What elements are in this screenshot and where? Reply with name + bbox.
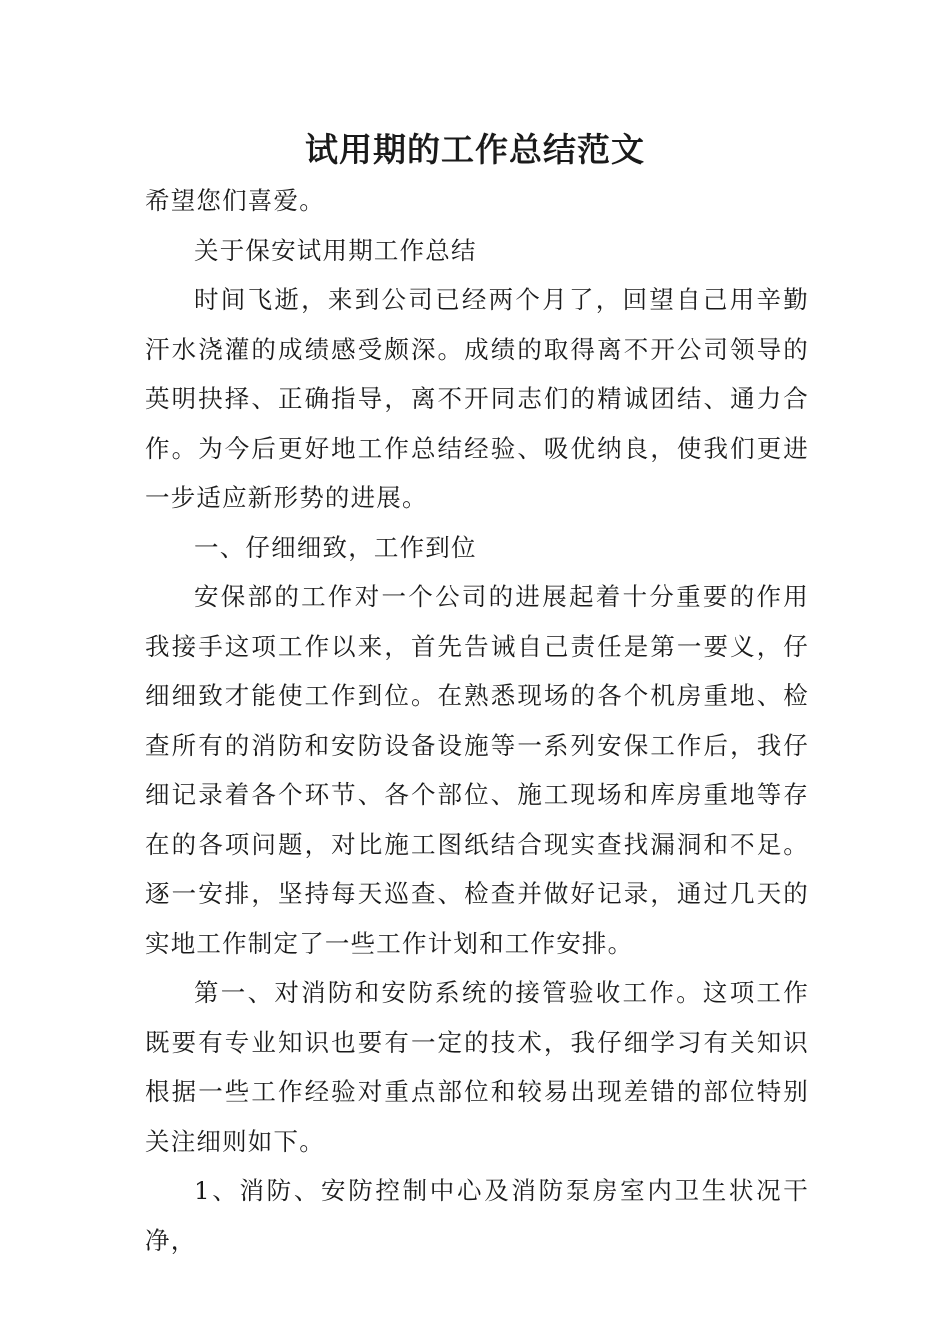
paragraph: 关于保安试用期工作总结 xyxy=(194,235,477,265)
section-heading: 一、仔细细致，工作到位 xyxy=(194,532,477,562)
paragraph: 时间飞逝，来到公司已经两个月了，回望自己用辛勤汗水浇灌的成绩感受颇深。成绩的取得离不开公司领导的英明抉择、正确指导，离不开同志们的精诚团结、通力合作。为今后更好地工作总结经验、吸优纳良，使我们更进一步适应新形势的进展。 xyxy=(145,285,809,512)
document-body xyxy=(145,176,809,1265)
paragraph: 1、消防、安防控制中心及消防泵房室内卫生状况干净， xyxy=(145,1176,809,1255)
document-title: 试用期的工作总结范文 xyxy=(305,130,645,169)
paragraph: 希望您们喜爱。 xyxy=(145,186,325,215)
paragraph: 第一、对消防和安防系统的接管验收工作。这项工作既要有专业知识也要有一定的技术，我仔细学习有关知识根据一些工作经验对重点部位和较易出现差错的部位特别关注细则如下。 xyxy=(145,978,809,1156)
paragraph: 安保部的工作对一个公司的进展起着十分重要的作用我接手这项工作以来，首先告诫自己责任是第一要义，仔细细致才能使工作到位。在熟悉现场的各个机房重地、检查所有的消防和安防设备设施等一系列安保工作后，我仔细记录着各个环节、各个部位、施工现场和库房重地等存在的各项问题，对比施工图纸结合现实查找漏洞和不足。逐一安排，坚持每天巡查、检查并做好记录，通过几天的实地工作制定了一些工作计划和工作安排。 xyxy=(145,582,809,958)
